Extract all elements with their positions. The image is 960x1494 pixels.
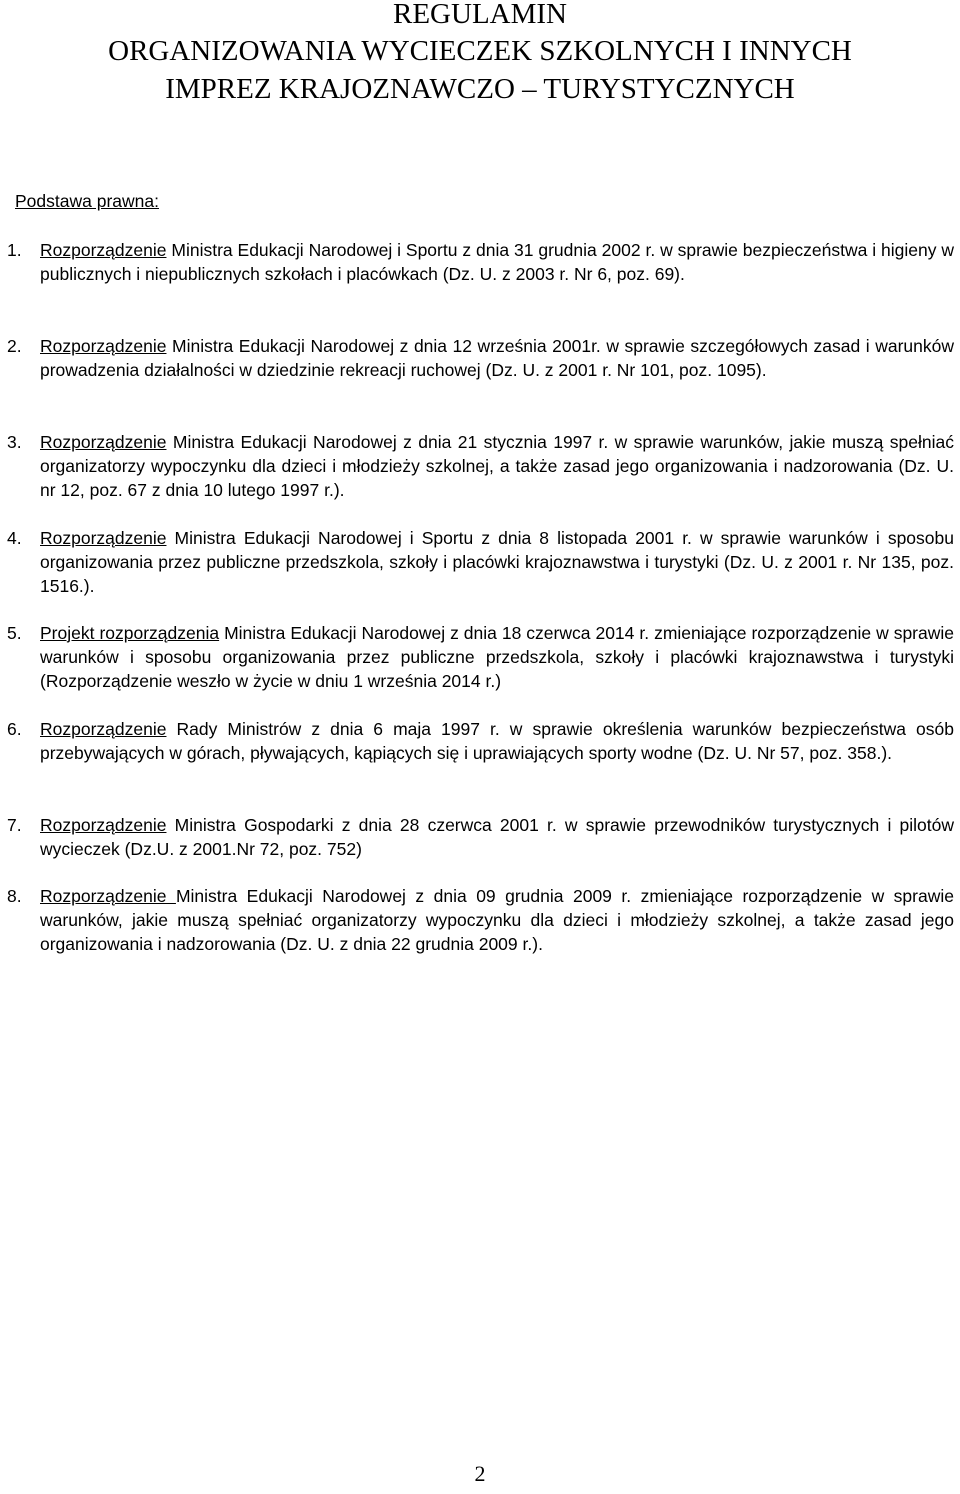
item-lead: Projekt rozporządzenia — [40, 623, 220, 643]
item-lead: Rozporządzenie — [40, 719, 167, 739]
item-number: 1. — [7, 240, 22, 260]
item-lead: Rozporządzenie — [40, 528, 167, 548]
item-lead: Rozporządzenie — [40, 432, 167, 452]
item-text: Ministra Edukacji Narodowej z dnia 12 września 2001r. w sprawie szczegółowych zasad i warunków prowadzenia działalności w dziedzinie rekreacji ruchowej (Dz. U. z 2001 r. Nr 101, poz. 1095). — [40, 336, 954, 380]
item-lead: Rozporządzenie — [40, 815, 167, 835]
item-number: 7. — [7, 815, 22, 835]
item-text: Ministra Edukacji Narodowej z dnia 18 czerwca 2014 r. zmieniające rozporządzenie w sprawie warunków i sposobu organizowania przez publiczne przedszkola, szkoły i placówki krajoznawstwa i turystyki (Rozporządzenie weszło w życie w dniu 1 września 2014 r.) — [40, 623, 955, 691]
title-line-3: IMPREZ KRAJOZNAWCZO – TURYSTYCZNYCH — [165, 73, 795, 105]
title-line-1: REGULAMIN — [393, 0, 567, 30]
item-text: Ministra Edukacji Narodowej i Sportu z dnia 31 grudnia 2002 r. w sprawie bezpieczeństwa i higieny w publicznych i niepublicznych szkołach i placówkach (Dz. U. z 2003 r. Nr 6, poz. 69). — [40, 240, 954, 284]
item-number: 3. — [7, 432, 22, 452]
item-lead: Rozporządzenie — [40, 336, 167, 356]
item-lead: Rozporządzenie — [40, 240, 167, 260]
item-number: 2. — [7, 336, 22, 356]
legal-basis-heading: Podstawa prawna: — [15, 191, 159, 211]
item-number: 6. — [7, 719, 22, 739]
item-text: Ministra Edukacji Narodowej i Sportu z dnia 8 listopada 2001 r. w sprawie warunków i sposobu organizowania przez publiczne przedszkola, szkoły i placówki krajoznawstwa i turystyki (Dz. U. z 2001 r. Nr 135, poz. 1516.). — [40, 528, 954, 596]
item-lead: Rozporządzenie — [40, 886, 176, 906]
item-text: Ministra Edukacji Narodowej z dnia 09 grudnia 2009 r. zmieniające rozporządzenie w sprawie warunków, jakie muszą spełniać organizatorzy wypoczynku dla dzieci i młodzieży szkolnej, a także zasad jego organizowania i nadzorowania (Dz. U. z dnia 22 grudnia 2009 r.). — [40, 886, 954, 954]
item-number: 5. — [7, 623, 22, 643]
item-text: Rady Ministrów z dnia 6 maja 1997 r. w sprawie określenia warunków bezpieczeństwa osób przebywających w górach, pływających, kąpiących się i uprawiających sporty wodne (Dz. U. Nr 57, poz. 358.). — [40, 719, 954, 763]
item-text: Ministra Gospodarki z dnia 28 czerwca 2001 r. w sprawie przewodników turystycznych i pilotów wycieczek (Dz.U. z 2001.Nr 72, poz. 752) — [40, 815, 954, 859]
item-text: Ministra Edukacji Narodowej z dnia 21 stycznia 1997 r. w sprawie warunków, jakie muszą spełniać organizatorzy wypoczynku dla dzieci i młodzieży szkolnej, a także zasad jego organizowania i nadzorowania (Dz. U. nr 12, poz. 67 z dnia 10 lutego 1997 r.). — [40, 432, 954, 500]
item-number: 8. — [7, 886, 22, 906]
page-number: 2 — [474, 1461, 486, 1486]
title-line-2: ORGANIZOWANIA WYCIECZEK SZKOLNYCH I INNYCH — [108, 35, 852, 67]
item-number: 4. — [7, 528, 22, 548]
